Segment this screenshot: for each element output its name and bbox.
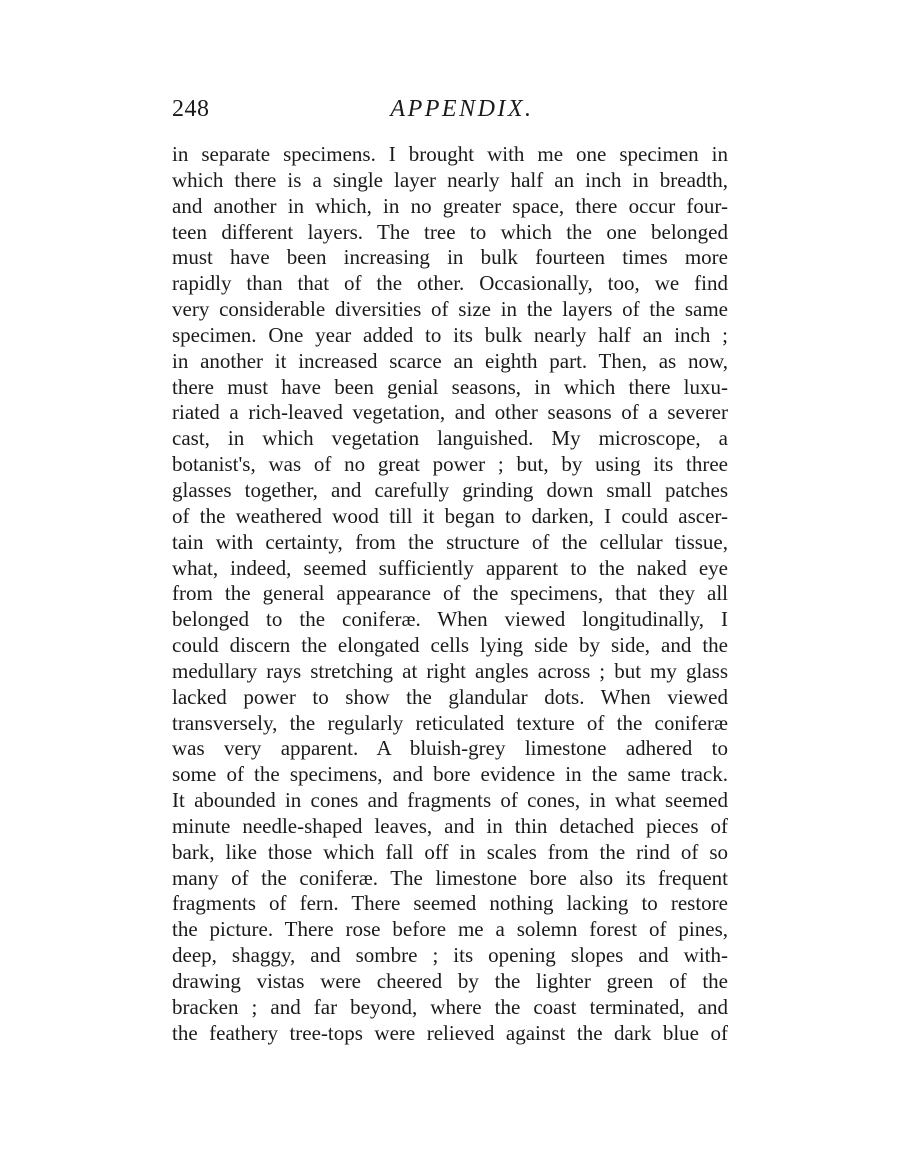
page-number: 248 <box>172 96 210 122</box>
text-line: fragments of fern. There seemed nothing lacking to restore <box>172 891 728 916</box>
text-line: in separate specimens. I brought with me one specimen in <box>172 142 728 166</box>
text-line: the feathery tree-tops were relieved against the dark blue of <box>172 1020 728 1045</box>
text-line: lacked power to show the glandular dots. When viewed <box>172 684 728 709</box>
text-line: some of the specimens, and bore evidence in the same track. <box>172 762 728 787</box>
text-line: of the weathered wood till it began to darken, I could ascer- <box>172 503 728 528</box>
text-line: botanist's, was of no great power ; but, by using its three <box>172 452 728 477</box>
text-line: teen different layers. The tree to which the one belonged <box>172 219 728 244</box>
text-line: tain with certainty, from the structure of the cellular tissue, <box>172 529 728 554</box>
text-line: which there is a single layer nearly half an inch in breadth, <box>172 167 728 192</box>
text-line: minute needle-shaped leaves, and in thin detached pieces of <box>172 813 728 838</box>
text-line: must have been increasing in bulk fourteen times more <box>172 245 728 270</box>
text-line: drawing vistas were cheered by the lighter green of the <box>172 969 728 993</box>
body-text <box>172 142 728 1047</box>
text-line: from the general appearance of the specimens, that they all <box>172 581 728 606</box>
text-line: was very apparent. A bluish-grey limestone adhered to <box>172 736 728 761</box>
text-line: the picture. There rose before me a solemn forest of pines, <box>172 917 728 942</box>
text-line: there must have been genial seasons, in which there luxu- <box>172 374 728 399</box>
text-line: could discern the elongated cells lying side by side, and the <box>172 633 728 658</box>
text-line: medullary rays stretching at right angles across ; but my glass <box>172 658 728 683</box>
text-line: It abounded in cones and fragments of cones, in what seemed <box>172 788 728 813</box>
text-line: in another it increased scarce an eighth part. Then, as now, <box>172 348 728 373</box>
text-line: bracken ; and far beyond, where the coast terminated, and <box>172 994 728 1019</box>
text-line: glasses together, and carefully grinding down small patches <box>172 477 728 502</box>
text-line: what, indeed, seemed sufficiently apparent to the naked eye <box>172 555 728 580</box>
text-line: bark, like those which fall off in scales from the rind of so <box>172 839 728 864</box>
text-line: cast, in which vegetation languished. My microscope, a <box>172 426 728 451</box>
text-line: very considerable diversities of size in the layers of the same <box>172 297 728 322</box>
text-line: transversely, the regularly reticulated texture of the coniferæ <box>172 710 728 735</box>
text-line: deep, shaggy, and sombre ; its opening slopes and with- <box>172 943 728 968</box>
text-line: riated a rich-leaved vegetation, and other seasons of a severer <box>172 400 728 425</box>
running-head <box>172 92 728 126</box>
text-line: specimen. One year added to its bulk nearly half an inch ; <box>172 322 728 347</box>
text-line: belonged to the coniferæ. When viewed longitudinally, I <box>172 607 728 632</box>
text-line: rapidly than that of the other. Occasionally, too, we find <box>172 271 728 296</box>
text-line: many of the coniferæ. The limestone bore also its frequent <box>172 865 728 890</box>
text-line: and another in which, in no greater space, there occur four- <box>172 193 728 218</box>
running-title: APPENDIX. <box>390 96 534 122</box>
